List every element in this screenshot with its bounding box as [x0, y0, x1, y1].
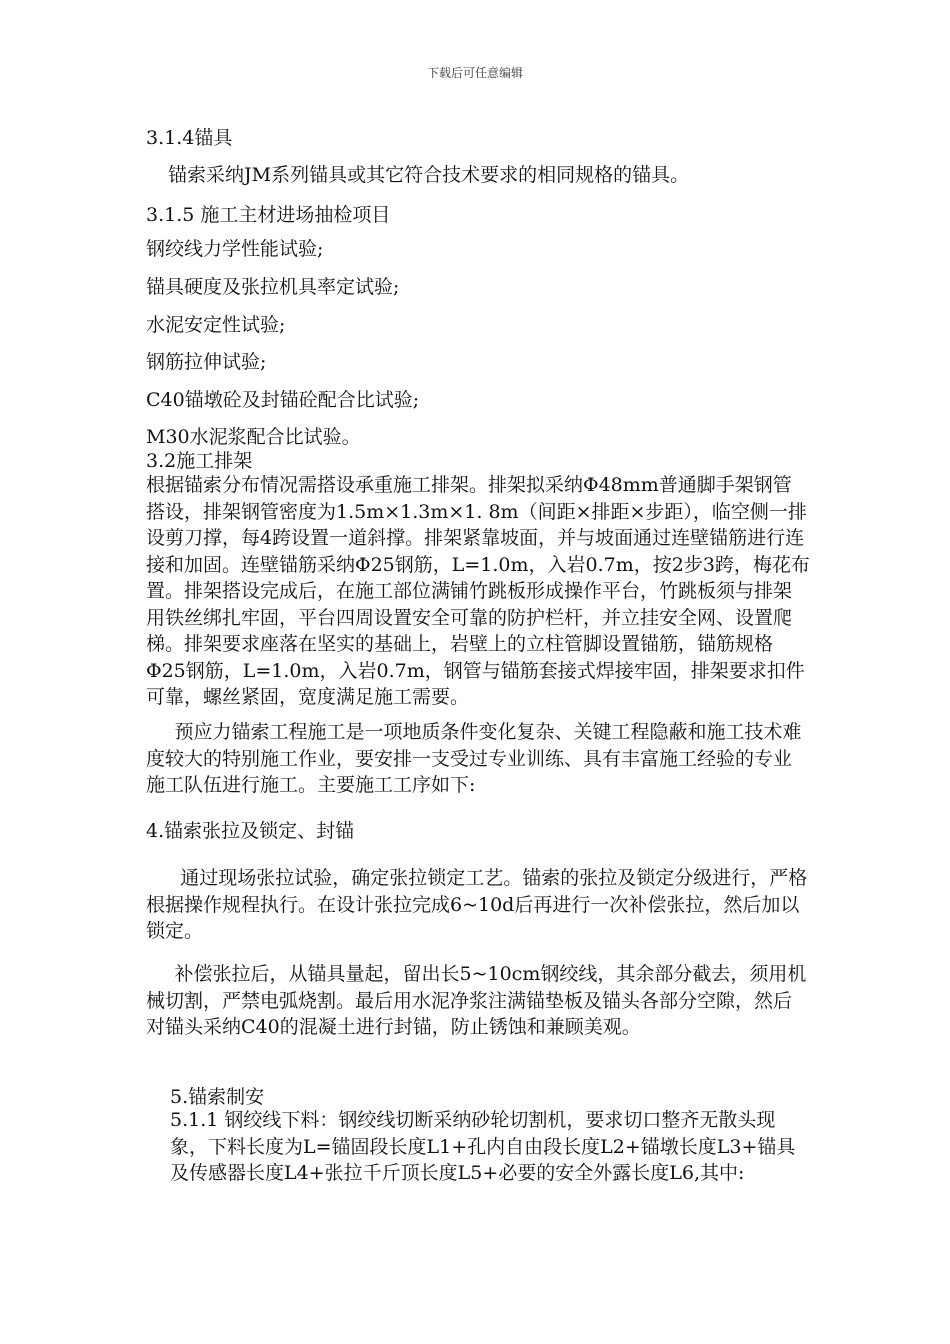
section-4-title: 4.锚索张拉及锁定、封锚 — [146, 820, 355, 842]
page-header: 下载后可任意编辑 — [426, 66, 523, 80]
section-4-paragraph-2: 补偿张拉后，从锚具量起，留出长5~10cm钢绞线，其余部分截去，须用机械切割，严禁电弧烧割。最后用水泥净浆注满锚垫板及锚头各部分空隙，然后对锚头采纳C40的混凝土进行封锚，防止锈蚀和兼顾美观。 — [146, 963, 807, 1038]
test-item: M30水泥浆配合比试验。 — [146, 426, 361, 448]
section-3-1-4-text: 锚索采纳JM系列锚具或其它符合技术要求的相同规格的锚具。 — [168, 164, 690, 186]
test-item: 钢筋拉伸试验; — [146, 351, 267, 373]
section-5-title: 5.锚索制安 — [170, 1086, 265, 1108]
section-4-paragraph-1: 通过现场张拉试验，确定张拉锁定工艺。锚索的张拉及锁定分级进行，严格根据操作规程执行。在设计张拉完成6~10d后再进行一次补偿张拉，然后加以锁定。 — [146, 867, 808, 942]
test-item: 水泥安定性试验; — [146, 314, 286, 336]
section-3-2-paragraph-2: 预应力锚索工程施工是一项地质条件变化复杂、关键工程隐蔽和施工技术难度较大的特别施工作业，要安排一支受过专业训练、具有丰富施工经验的专业施工队伍进行施工。主要施工工序如下: — [146, 721, 802, 796]
test-item: C40锚墩砼及封锚砼配合比试验; — [146, 389, 420, 411]
section-3-1-5-title: 3.1.5 施工主材进场抽检项目 — [146, 204, 391, 226]
section-3-1-4-title: 3.1.4锚具 — [146, 127, 233, 149]
test-item: 钢绞线力学性能试验; — [146, 238, 324, 260]
section-3-2-title: 3.2施工排架 — [146, 450, 253, 472]
section-3-2-paragraph: 根据锚索分布情况需搭设承重施工排架。排架拟采纳Φ48mm普通脚手架钢管搭设，排架钢管密度为1.5m×1.3m×1. 8m（间距×排距×步距），临空侧一排设剪刀撑，每4跨设置一道斜撑。排架紧靠坡面，并与坡面通过连壁锚筋进行连接和加固。连壁锚筋采纳Φ25钢筋，L=1.0m，入岩0.7m，按2步3跨，梅花布置。排架搭设完成后，在施工部位满铺竹跳板形成操作平台，竹跳板须与排架用铁丝绑扎牢固，平台四周设置安全可靠的防护栏杆，并立挂安全网、设置爬梯。排架要求座落在坚实的基础上，岩壁上的立柱管脚设置锚筋，锚筋规格Φ25钢筋，L=1.0m，入岩0.7m，钢管与锚筋套接式焊接牢固，排架要求扣件可靠，螺丝紧固，宽度满足施工需要。 — [146, 474, 810, 708]
section-5-1-1-paragraph: 5.1.1 钢绞线下料：钢绞线切断采纳砂轮切割机，要求切口整齐无散头现象，下料长度为L=锚固段长度L1+孔内自由段长度L2+锚墩长度L3+锚具及传感器长度L4+张拉千斤顶长度L5+必要的安全外露长度L6,其中: — [170, 1109, 796, 1184]
test-item: 锚具硬度及张拉机具率定试验; — [146, 276, 400, 298]
